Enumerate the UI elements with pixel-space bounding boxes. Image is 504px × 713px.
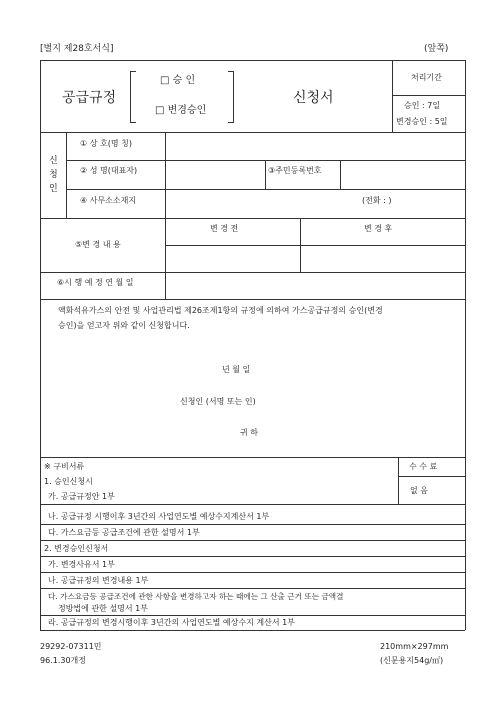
document-item: 2. 변경승인신청서 [44,544,109,553]
rule-132 [40,132,465,133]
rule-218 [40,218,465,219]
frame-left [40,60,41,630]
document-item: 정방법에 관한 설명서 1부 [58,604,148,613]
effective-date-label: ⑥시 행 예 정 연 월 일 [57,278,134,287]
applicant-side-3: 인 [49,184,58,194]
processing-divider [392,60,393,132]
documents-header: ※ 구비서류 [44,462,85,471]
statement-applicant: 신청인 (서명 또는 인) [180,397,256,406]
footer-revision: 96.1.30개정 [40,656,86,665]
regnum-divider-left [265,160,266,189]
rule-615 [40,615,465,616]
footer-size: 210mm×297mm [380,642,449,651]
frame-right [465,60,466,630]
document-item: 나. 공급규정의 변경내용 1부 [48,576,149,585]
option-change: □ 변경승인 [155,105,207,116]
trade-name-label: ① 상 호(명 칭) [80,139,132,148]
applicant-side-1: 신 [49,156,58,166]
processing-change: 변경승인 : 5일 [396,117,448,126]
document-item: 라. 공급규정의 변경시행이후 3년간의 사업연도별 예상수지 계산서 1부 [48,618,295,627]
statement-line-1: 액화석유가스의 안전 및 사업관리법 제26조제1항의 규정에 의하여 가스공급규정의 승인(변경 [58,306,383,315]
document-item: 다. 가스요금등 공급조건에 관한 설명서 1부 [48,528,200,537]
title-right: 신청서 [293,90,334,106]
rule-504 [40,504,465,505]
rule-272 [40,272,465,273]
document-item: 가. 변경사유서 1부 [48,560,115,569]
bracket-left [130,71,136,123]
applicant-label-divider [165,132,166,218]
document-item: 1. 승인신청시 [44,477,93,486]
regnum-divider-right [340,160,341,189]
fee-rule [398,476,465,477]
applicant-side-2: 청 [49,170,58,180]
rule-572 [40,572,465,573]
rule-189 [66,189,465,190]
statement-line-2: 승인)을 얻고자 위와 같이 신청합니다. [58,321,190,330]
fee-label: 수 수 료 [409,462,438,471]
form-number: [별지 제28호서식] [40,44,114,54]
applicant-side-divider [66,132,67,218]
bracket-right [228,71,234,123]
phone-label: (전화 : ) [362,196,392,205]
document-item: 가. 공급규정안 1부 [48,492,115,501]
rule-299 [40,299,465,300]
name-label: ② 성 명(대표자) [80,166,138,175]
processing-label: 처리기간 [411,73,442,82]
change-content-label: ⑤변 경 내 용 [75,240,121,249]
reg-number-label: ③주민등록번호 [268,166,322,175]
statement-date: 년 월 일 [222,365,251,374]
fee-divider [398,457,399,504]
fee-value: 없 음 [410,486,428,495]
rule-524 [40,524,465,525]
footer-paper: (신문용지54g/㎡) [380,656,444,665]
after-header: 변 경 후 [364,224,393,233]
document-item: 나. 공급규정 시행이후 3년간의 사업연도별 예상수지계산서 1부 [48,512,270,521]
change-label-divider [165,218,166,299]
title-left: 공급규정 [62,90,117,106]
rule-588 [40,588,465,589]
address-label: ④ 사무소소재지 [80,196,137,205]
document-item: 다. 가스요금등 공급조건에 관한 사항을 변경하고자 하는 때에는 그 산출 근거 또는 금액결 [48,592,344,601]
rule-540 [40,540,465,541]
before-header: 변 경 전 [210,224,239,233]
rule-245 [165,245,465,246]
footer-code: 29292-07311민 [40,642,102,651]
processing-rule [392,95,465,96]
page-side-label: (앞쪽) [424,44,449,54]
processing-approval: 승인 : 7일 [404,101,441,110]
statement-recipient: 귀 하 [240,428,258,437]
rule-457 [40,457,465,458]
option-approval: □ 승 인 [160,75,196,86]
rule-556 [40,556,465,557]
frame-top [40,60,465,61]
frame-bottom [40,630,465,631]
